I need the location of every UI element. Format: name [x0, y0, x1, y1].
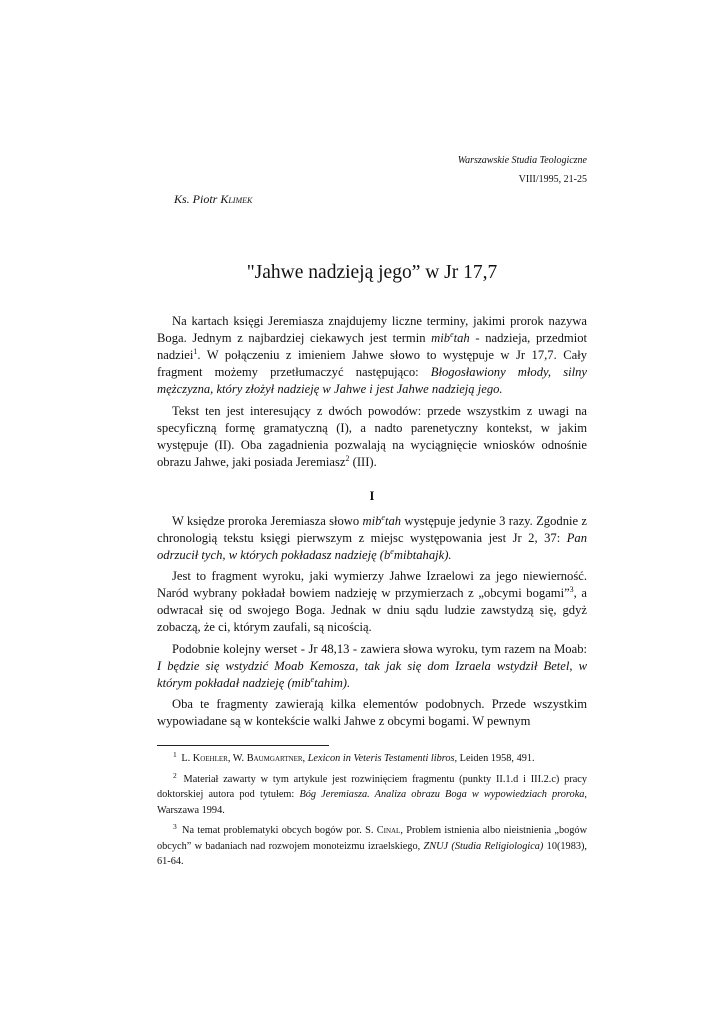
journal-name: Warszawskie Studia Teologiczne [457, 155, 587, 166]
footnote-2: $^2$ Materiał zawarty w tym artykule jest rozwinięciem fragmentu (punkty II.1.d i III.2.c) pracy doktorskiej autora pod tytułem: Bóg Jeremiasza. Analiza obrazu Boga w wypowiedziach proroka, Warszawa 1994. [157, 770, 587, 816]
section-heading: I [369, 488, 375, 503]
footnotes [157, 751, 587, 875]
quotation: Pan odrzucił tych, w których pokładasz nadzieję $(b^emibtahajk)$. [157, 530, 587, 562]
footnote-ref-2: 2 [345, 453, 350, 463]
hebrew-term: mib$^e$tah [431, 330, 470, 345]
author-line [174, 192, 252, 207]
footnote-divider [157, 745, 329, 746]
issue-info: VIII/1995, 21-25 [518, 174, 587, 185]
footnote-3: $^3$ Na temat problematyki obcych bogów por. S. Cinal, Problem istnienia albo nieistnienia „bogów obcych” w badaniach nad rozwojem monoteizmu izraelskiego, ZNUJ (Studia Religiologica) 10(1983), 61-64. [157, 822, 588, 867]
paragraph-4: Jest to fragment wyroku, jaki wymierzy Jahwe Izraelowi za jego niewierność. Naród wybrany pokładał bowiem nadzieję w przymierzach z „obcymi bogami”$^3$, a odwracał się od swojego Boga. Jednak w dniu sądu ludzie zawstydzą się, gdyż zobaczą, że ci, którym zaufali, są nicością. [157, 569, 587, 634]
paragraph-1: Na kartach księgi Jeremiasza znajdujemy liczne terminy, jakimi prorok nazywa Boga. Jednym z najbardziej ciekawych jest termin mib$^e$tah - nadzieja, przedmiot nadziei$^1$. W połączeniu z imieniem Jahwe słowo to występuje w Jr 17,7. Cały fragment możemy przetłumaczyć następująco: Błogosławiony młody, silny mężczyzna, który złożył nadzieję w Jahwe i jest Jahwe nadzieją jego. [157, 314, 588, 396]
footnote-ref-3: 3 [569, 585, 574, 594]
quotation: I będzie się wstydzić Moab Kemosza, tak jak się dom Izraela wstydził Betel, w którym pokładał nadzieję (mib$^e$tahim). [157, 658, 587, 690]
footnote-ref-1: 1 [193, 347, 198, 356]
article-body [157, 313, 587, 735]
paragraph-3: W księdze proroka Jeremiasza słowo mib$^e$tah występuje jedynie 3 razy. Zgodnie z chronologią tekstu księgi pierwszym z miejsc występowania jest Jr 2, 37: Pan odrzucił tych, w których pokładasz nadzieję $(b^emibtahajk)$. [157, 512, 587, 562]
footnote-1: $^1$ L. Koehler, W. Baumgartner, Lexicon in Veteris Testamenti libros, Leiden 1958, 491. [173, 750, 535, 764]
author-prefix: Ks. Piotr [174, 192, 221, 206]
hebrew-term: mib$^e$tah [362, 512, 402, 528]
author-surname: Klimek [220, 192, 253, 206]
quotation: Błogosławiony młody, silny mężczyzna, który złożył nadzieję w Jahwe i jest Jahwe nadzieją jego. [157, 365, 587, 396]
paragraph-6: Oba te fragmenty zawierają kilka elementów podobnych. Przede wszystkim wypowiadane są w kontekście walki Jahwe z obcymi bogami. W pewnym [157, 697, 587, 728]
article-title: "Jahwe nadzieją jego” w Jr 17,7 [246, 262, 498, 283]
paragraph-5: Podobnie kolejny werset - Jr 48,13 - zawiera słowa wyroku, tym razem na Moab: I będzie się wstydzić Moab Kemosza, tak jak się dom Izraela wstydził Betel, w którym pokładał nadzieję (mib$^e$tahim). [157, 641, 587, 690]
paragraph-2: Tekst ten jest interesujący z dwóch powodów: przede wszystkim z uwagi na specyficzną formę gramatyczną (I), a nadto parenetyczny kontekst, w jakim występuje (II). Oba zagadnienia pozwalają na wyciągnięcie wniosków odnośnie obrazu Jahwe, jaki posiada Jeremiasz$^2$ (III). [157, 403, 587, 469]
